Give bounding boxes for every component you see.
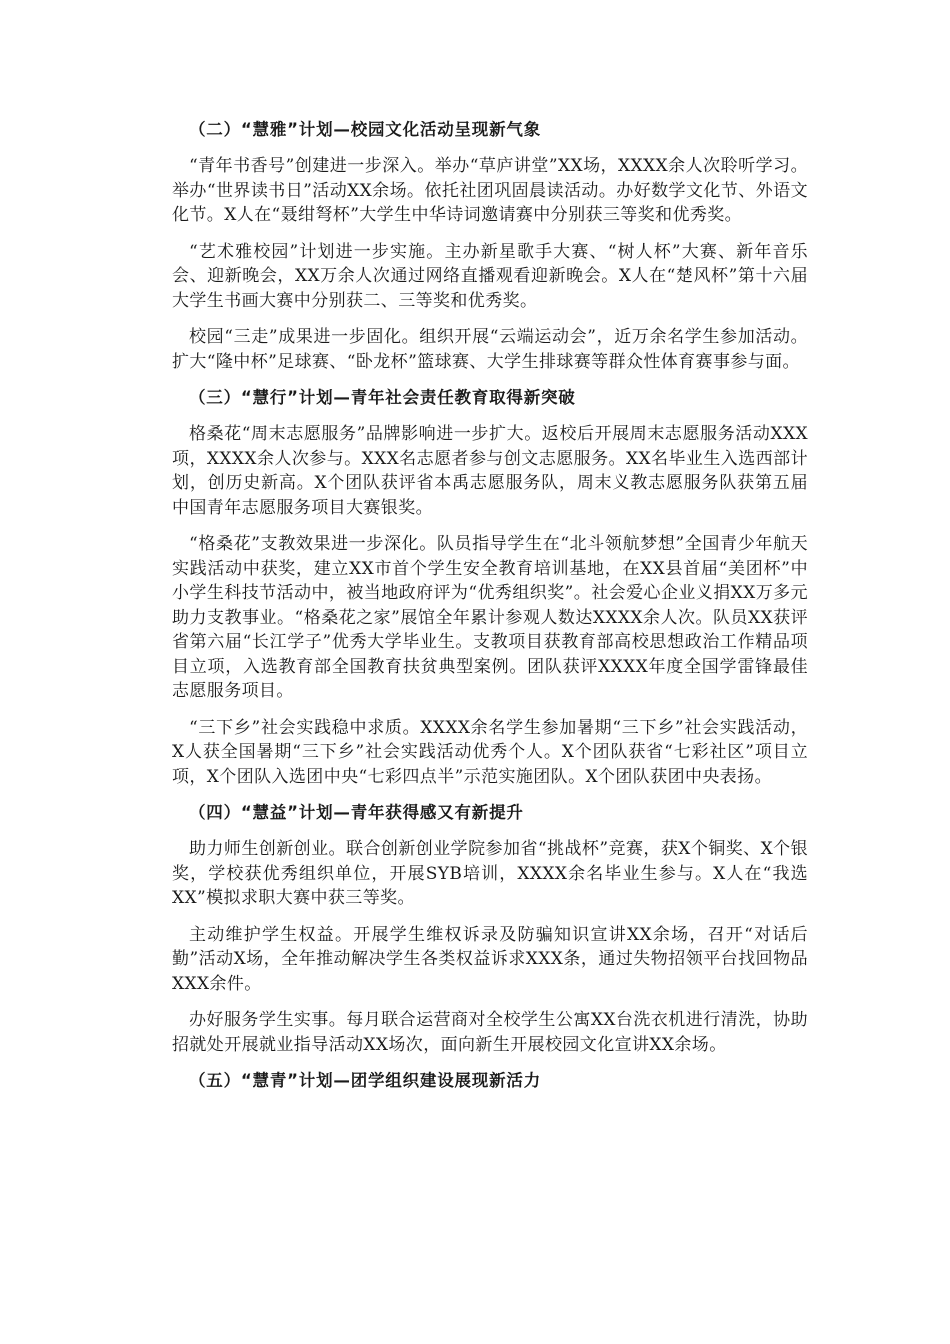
document-body <box>172 118 808 1105</box>
section-heading-huixing: （三）“慧行”计划—青年社会责任教育取得新突破 <box>189 388 576 407</box>
section-heading-huiyi: （四）“慧益”计划—青年获得感又有新提升 <box>189 803 524 822</box>
paragraph: “三下乡”社会实践稳中求质。XXXX余名学生参加暑期“三下乡”社会实践活动，X人获全国暑期“三下乡”社会实践活动优秀个人。X个团队获省“七彩社区”项目立项，X个团队入选团中央“七彩四点半”示范实施团队。X个团队获团中央表扬。 <box>172 717 808 787</box>
paragraph: 助力师生创新创业。联合创新创业学院参加省“挑战杯”竞赛，获X个铜奖、X个银奖，学校获优秀组织单位，开展SYB培训，XXXX余名毕业生参与。X人在“我选XX”模拟求职大赛中获三等奖。 <box>172 839 808 908</box>
paragraph: 格桑花“周末志愿服务”品牌影响进一步扩大。返校后开展周末志愿服务活动XXX项，XXXX余人次参与。XXX名志愿者参与创文志愿服务。XX名毕业生入选西部计划，创历史新高。X个团队获评省本禹志愿服务队，周末义教志愿服务队获第五届中国青年志愿服务项目大赛银奖。 <box>172 424 808 518</box>
paragraph: “格桑花”支教效果进一步深化。队员指导学生在“北斗领航梦想”全国青少年航天实践活动中获奖，建立XX市首个学生安全教育培训基地，在XX县首届“美团杯”中小学生科技节活动中，被当地政府评为“优秀组织奖”。社会爱心企业义捐XX万多元助力支教事业。“格桑花之家”展馆全年累计参观人数达XXXX余人次。队员XX获评省第六届“长江学子”优秀大学毕业生。支教项目获教育部高校思想政治工作精品项目立项，入选教育部全国教育扶贫典型案例。团队获评XXXX年度全国学雷锋最佳志愿服务项目。 <box>172 534 808 701</box>
paragraph: 主动维护学生权益。开展学生维权诉录及防骗知识宣讲XX余场，召开“对话后勤”活动X场，全年推动解决学生各类权益诉求XXX条，通过失物招领平台找回物品XXX余件。 <box>172 924 808 994</box>
paragraph: “青年书香号”创建进一步深入。举办“草庐讲堂”XX场，XXXX余人次聆听学习。举办“世界读书日”活动XX余场。依托社团巩固晨读活动。办好数学文化节、外语文化节。X人在“聂绀弩杯”大学生中华诗词邀请赛中分别获三等奖和优秀奖。 <box>172 156 808 225</box>
paragraph: 办好服务学生实事。每月联合运营商对全校学生公寓XX台洗衣机进行清洗，协助招就处开展就业指导活动XX场次，面向新生开展校园文化宣讲XX余场。 <box>172 1010 808 1055</box>
section-heading-huiqing: （五）“慧青”计划—团学组织建设展现新活力 <box>189 1071 541 1090</box>
section-heading-huiya: （二）“慧雅”计划—校园文化活动呈现新气象 <box>189 120 541 139</box>
paragraph: 校园“三走”成果进一步固化。组织开展“云端运动会”，近万余名学生参加活动。扩大“隆中杯”足球赛、“卧龙杯”篮球赛、大学生排球赛等群众性体育赛事参与面。 <box>172 327 808 372</box>
paragraph: “艺术雅校园”计划进一步实施。主办新星歌手大赛、“树人杯”大赛、新年音乐会、迎新晚会，XX万余人次通过网络直播观看迎新晚会。X人在“楚风杯”第十六届大学生书画大赛中分别获二、三等奖和优秀奖。 <box>172 241 808 311</box>
